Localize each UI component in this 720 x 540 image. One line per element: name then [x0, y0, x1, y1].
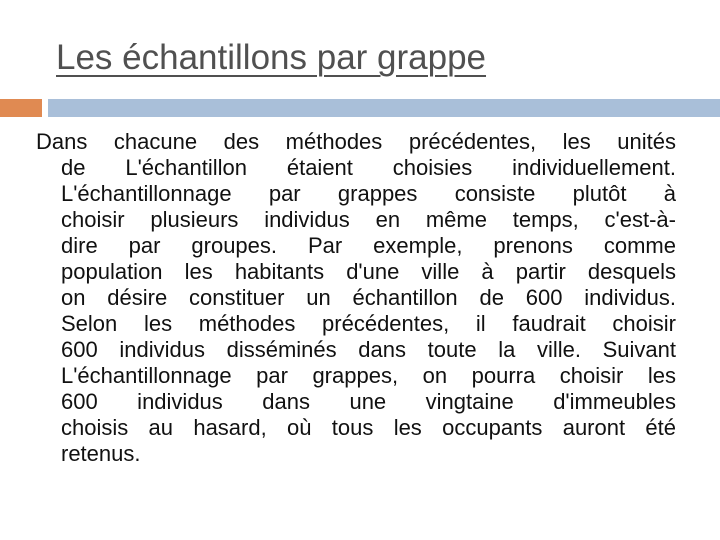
paragraph-line: L'échantillonnage par grappes, on pourra choisir les: [61, 363, 676, 388]
slide-title: Les échantillons par grappe: [56, 38, 487, 77]
paragraph-line: choisir plusieurs individus en même temps, c'est-à-: [61, 207, 676, 232]
paragraph-line: L'échantillonnage par grappes consiste plutôt à: [61, 181, 676, 206]
paragraph-line: 600 individus dans une vingtaine d'immeubles: [61, 389, 676, 414]
paragraph-line: dire par groupes. Par exemple, prenons comme: [61, 233, 676, 258]
paragraph-line: population les habitants d'une ville à partir desquels: [61, 259, 676, 284]
paragraph-line: choisis au hasard, où tous les occupants auront été: [61, 415, 676, 440]
body-paragraph: [36, 129, 676, 467]
paragraph-line: on désire constituer un échantillon de 600 individus.: [61, 285, 676, 310]
paragraph-line: Selon les méthodes précédentes, il faudrait choisir: [61, 311, 676, 336]
paragraph-line: Dans chacune des méthodes précédentes, les unités: [36, 129, 676, 154]
accent-bar-blue: [48, 99, 720, 117]
paragraph-line: de L'échantillon étaient choisies individuellement.: [61, 155, 676, 180]
paragraph-line: retenus.: [61, 441, 141, 466]
paragraph-line: 600 individus disséminés dans toute la ville. Suivant: [61, 337, 676, 362]
accent-bar-orange: [0, 99, 42, 117]
